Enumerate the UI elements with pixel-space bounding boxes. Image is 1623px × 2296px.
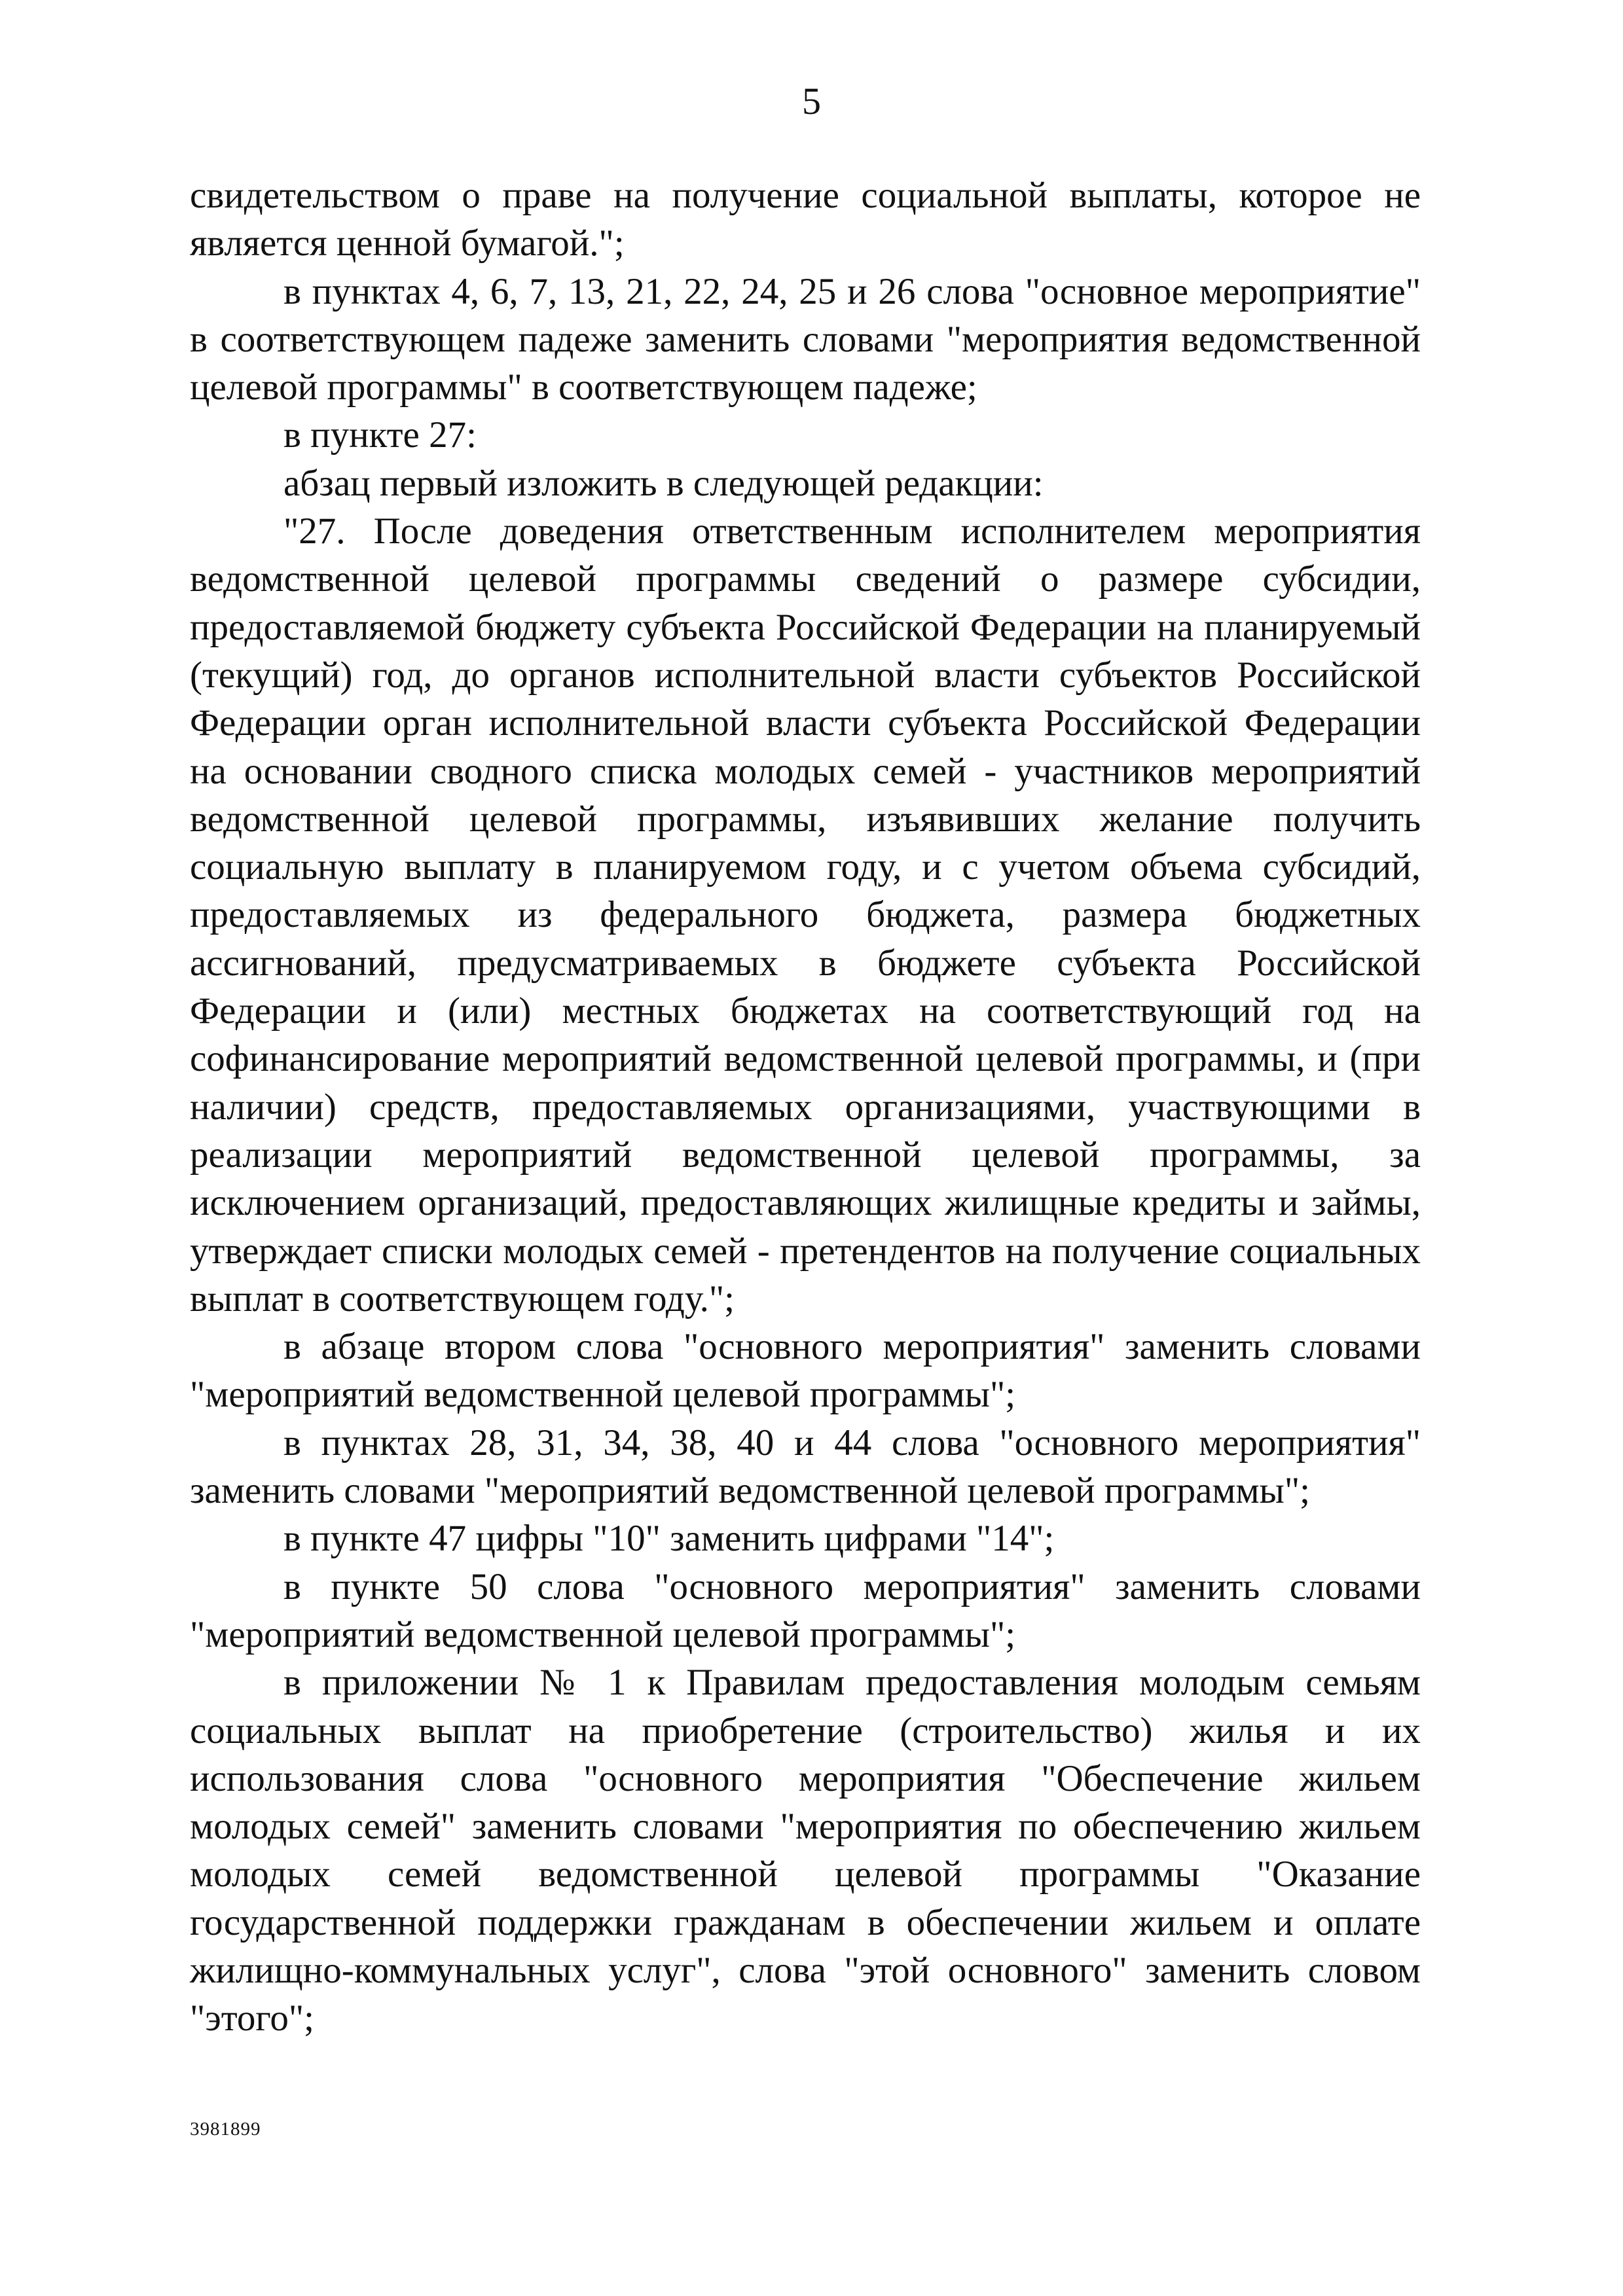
page-number: 5 [802, 80, 821, 122]
paragraph-point-27-heading: в пункте 27: [283, 414, 477, 456]
document-body [190, 171, 1421, 2043]
paragraph-point-47-amendment: в пункте 47 цифры "10" заменить цифрами "14"; [283, 1518, 1055, 1560]
paragraph-points-28-44-amendment: в пунктах 28, 31, 34, 38, 40 и 44 слова "основного мероприятия" заменить словами "мероприятий ведомственной целевой программы"; [190, 1422, 1421, 1512]
paragraph-point-50-amendment: в пункте 50 слова "основного мероприятия" заменить словами "мероприятий ведомственной целевой программы"; [190, 1566, 1421, 1655]
paragraph-amendment-points-4-26: в пунктах 4, 6, 7, 13, 21, 22, 24, 25 и 26 слова "основное мероприятие" в соответствующем падеже заменить словами "мероприятия ведомственной целевой программы" в соответствующем падеже; [190, 270, 1421, 408]
paragraph-first-abzac-instruction: абзац первый изложить в следующей редакции: [283, 462, 1044, 504]
paragraph-appendix-1-amendment: в приложении № 1 к Правилам предоставления молодым семьям социальных выплат на приобретение (строительство) жилья и их использования слова "основного мероприятия "Обеспечение жильем молодых семей" заменить словами "мероприятия по обеспечению жильем молодых семей ведомственной целевой программы "Оказание государственной поддержки гражданам в обеспечении жильем и оплате жилищно-коммунальных услуг", слова "этой основного" заменить словом "этого"; [190, 1662, 1421, 2039]
paragraph-continuation: свидетельством о праве на получение социальной выплаты, которое не является ценной бумагой."; [190, 175, 1421, 264]
paragraph-second-abzac-amendment: в абзаце втором слова "основного мероприятия" заменить словами "мероприятий ведомственной целевой программы"; [190, 1326, 1421, 1416]
paragraph-point-27-new-text: "27. После доведения ответственным исполнителем мероприятия ведомственной целевой программы сведений о размере субсидии, предоставляемой бюджету субъекта Российской Федерации на планируемый (текущий) год, до органов исполнительной власти субъектов Российской Федерации орган исполнительной власти субъекта Российской Федерации на основании сводного списка молодых семей - участников мероприятий ведомственной целевой программы, изъявивших желание получить социальную выплату в планируемом году, и с учетом объема субсидий, предоставляемых из федерального бюджета, размера бюджетных ассигнований, предусматриваемых в бюджете субъекта Российской Федерации и (или) местных бюджетах на соответствующий год на софинансирование мероприятий ведомственной целевой программы, и (при наличии) средств, предоставляемых организациями, участвующими в реализации мероприятий ведомственной целевой программы, за исключением организаций, предоставляющих жилищные кредиты и займы, утверждает списки молодых семей - претендентов на получение социальных выплат в соответствующем году."; [190, 511, 1421, 1319]
document-id: 3981899 [190, 2119, 261, 2140]
